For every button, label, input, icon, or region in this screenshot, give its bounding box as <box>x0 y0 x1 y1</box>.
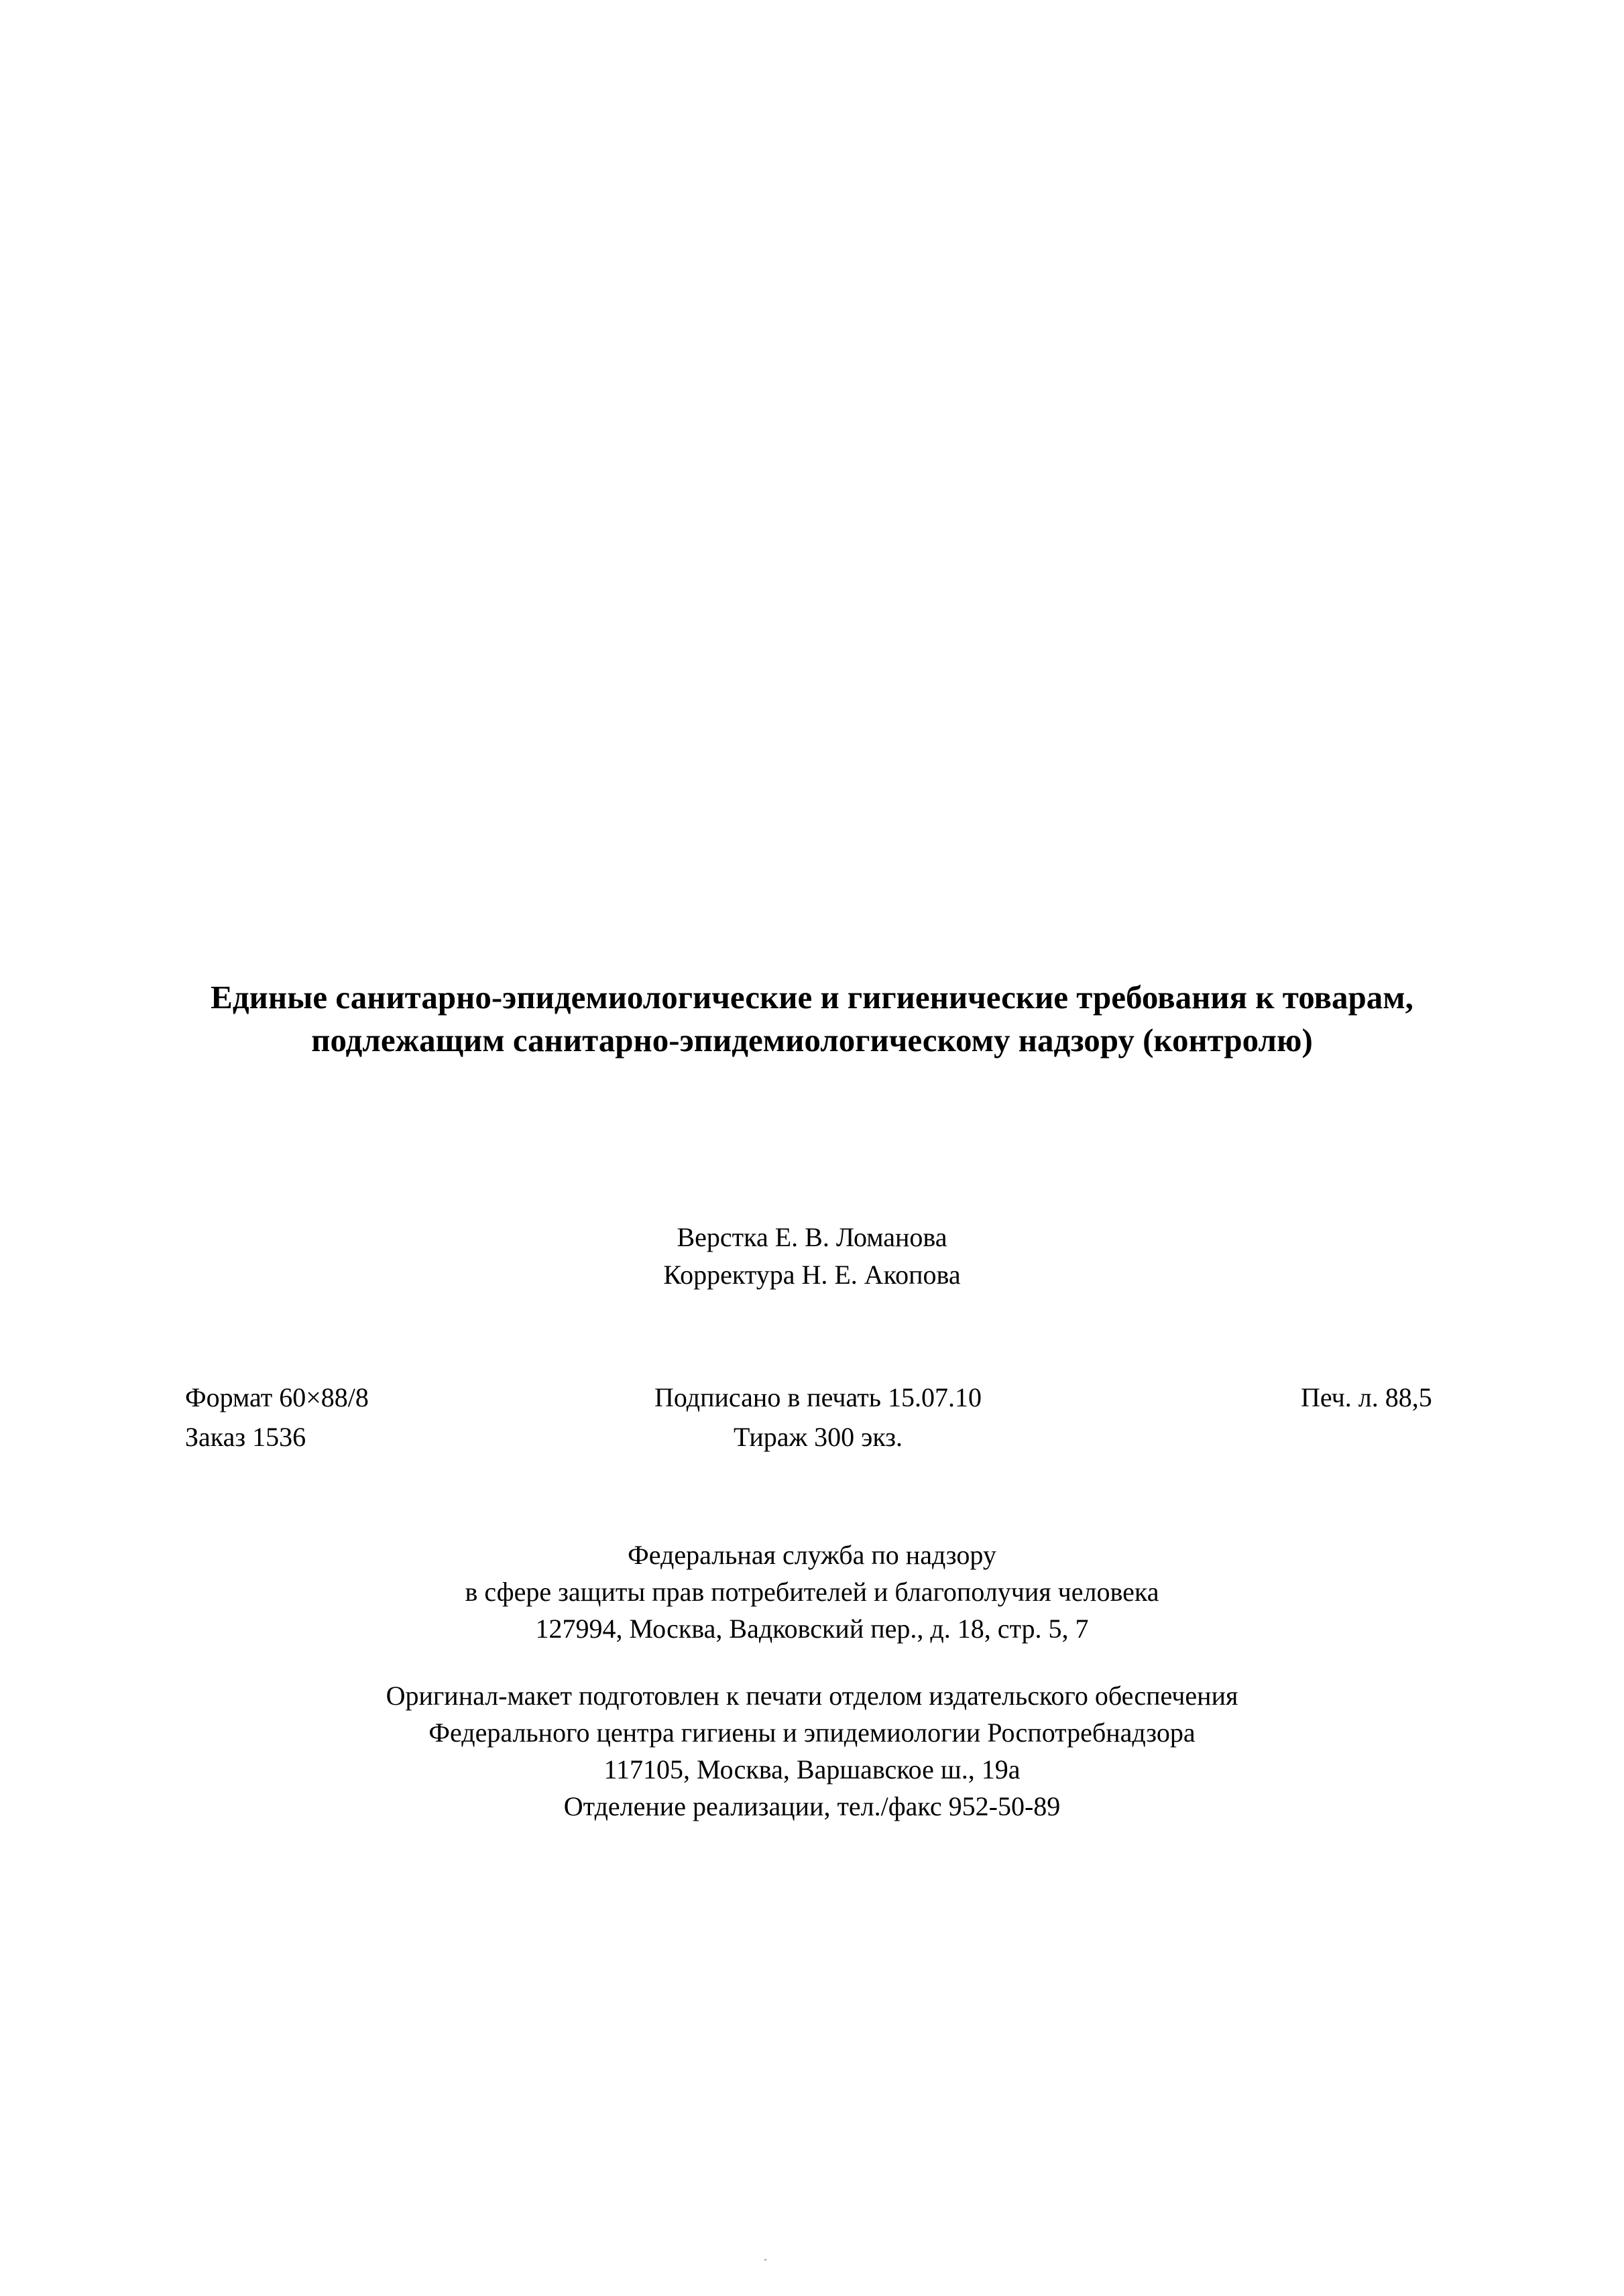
title-line-2: подлежащим санитарно-эпидемиологическому надзору (контролю) <box>311 1022 1313 1059</box>
layout-credit: Верстка Е. В. Ломанова <box>677 1222 947 1252</box>
scan-speck <box>764 2259 766 2260</box>
document-title <box>0 976 1624 1062</box>
credits-block <box>0 1219 1624 1294</box>
prepared-by-line-1: Оригинал-макет подготовлен к печати отделом издательского обеспечения <box>386 1681 1238 1711</box>
prepared-by-block <box>0 1677 1624 1825</box>
prepared-by-line-2: Федерального центра гигиены и эпидемиологии Роспотребнадзора <box>428 1717 1196 1748</box>
publisher-line-1: Федеральная служба по надзору <box>628 1540 996 1570</box>
proofreading-credit: Корректура Н. Е. Акопова <box>663 1260 961 1290</box>
imprint-right-column <box>1301 1378 1432 1417</box>
print-run-text: Тираж 300 экз. <box>733 1422 903 1452</box>
publisher-line-2: в сфере защиты прав потребителей и благополучия человека <box>465 1577 1159 1607</box>
sales-contact: Отделение реализации, тел./факс 952-50-89 <box>563 1791 1061 1821</box>
imprint-left-column <box>185 1378 369 1457</box>
printed-sheets-text: Печ. л. 88,5 <box>1301 1382 1432 1412</box>
prepared-by-address: 117105, Москва, Варшавское ш., 19а <box>603 1754 1021 1785</box>
format-text: Формат 60×88/8 <box>185 1382 369 1412</box>
publisher-address: 127994, Москва, Вадковский пер., д. 18, стр. 5, 7 <box>535 1614 1089 1644</box>
signed-date-text: Подписано в печать 15.07.10 <box>654 1382 982 1412</box>
imprint-center-column <box>550 1378 1086 1457</box>
order-text: Заказ 1536 <box>185 1422 306 1452</box>
title-line-1: Единые санитарно-эпидемиологические и гигиенические требования к товарам, <box>211 979 1413 1016</box>
publisher-block <box>0 1536 1624 1647</box>
